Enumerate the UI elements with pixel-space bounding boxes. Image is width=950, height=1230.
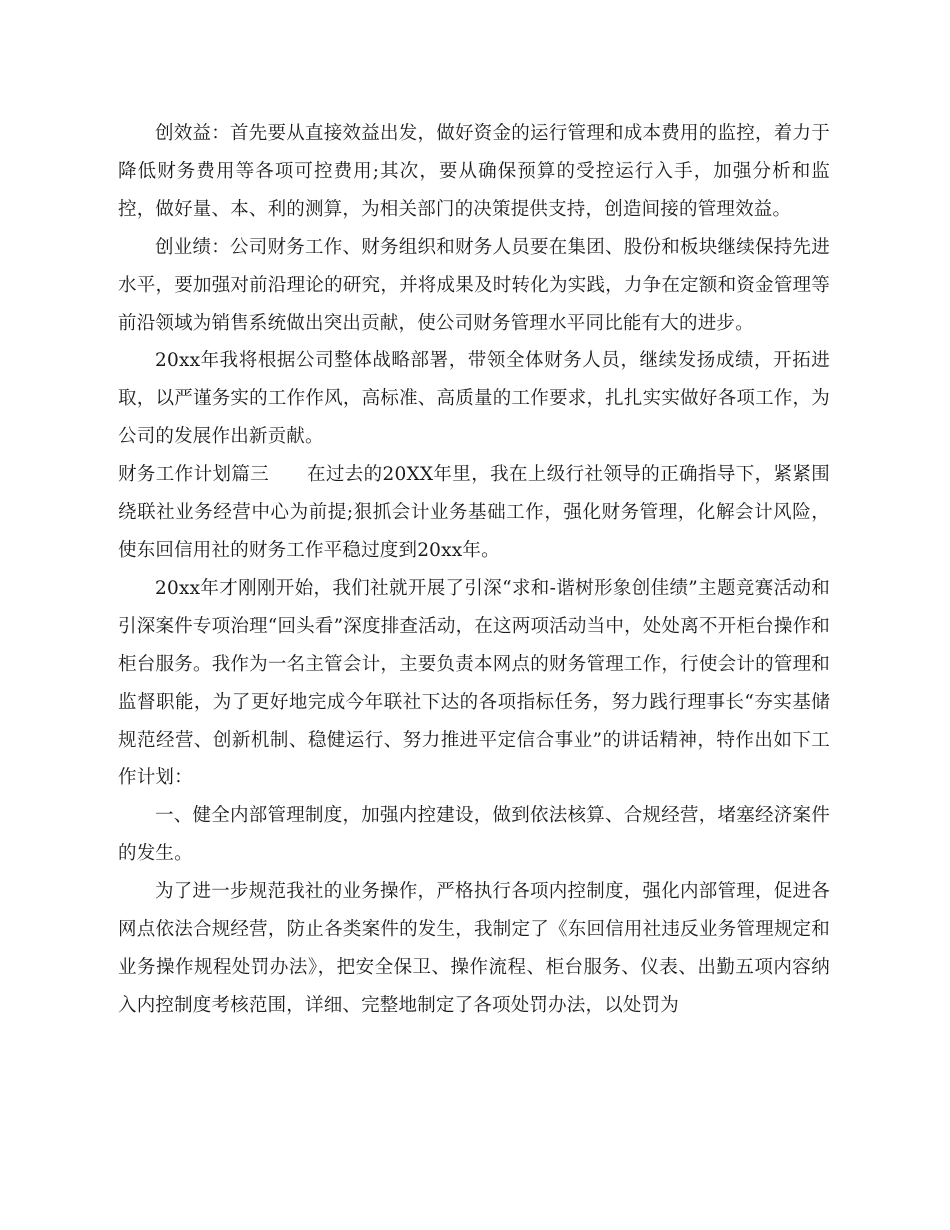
paragraph-section-one-heading: 一、健全内部管理制度，加强内控建设，做到依法核算、合规经营，堵塞经济案件的发生。 xyxy=(118,805,830,865)
paragraph-plan-part-three: 财务工作计划篇三 在过去的20XX年里，我在上级行社领导的正确指导下，紧紧围绕联社业务经营中心为前提;狠抓会计业务基础工作，强化财务管理，化解会计风险，使东回信用社的财务工作平稳过度到20xx年。 xyxy=(118,464,830,561)
paragraph-create-performance: 创业绩：公司财务工作、财务组织和财务人员要在集团、股份和板块继续保持先进水平，要加强对前沿理论的研究，并将成果及时转化为实践，力争在定额和资金管理等前沿领域为销售系统做出突出贡献，使公司财务管理水平同比能有大的进步。 xyxy=(118,236,830,334)
paragraph-activities: 20xx年才刚刚开始，我们社就开展了引深“求和-谐树形象创佳绩”主题竞赛活动和引深案件专项治理“回头看”深度排查活动，在这两项活动当中，处处离不开柜台操作和柜台服务。我作为一名主管会计，主要负责本网点的财务管理工作，行使会计的管理和监督职能，为了更好地完成今年联社下达的各项指标任务，努力践行理事长“夯实基储规范经营、创新机制、稳健运行、努力推进平定信合事业”的讲话精神，特作出如下工作计划： xyxy=(118,577,830,789)
paragraph-internal-control: 为了进一步规范我社的业务操作，严格执行各项内控制度，强化内部管理，促进各网点依法合规经营，防止各类案件的发生，我制定了《东回信用社违反业务管理规定和业务操作规程处罚办法》，把安全保卫、操作流程、柜台服务、仪表、出勤五项内容纳入内控制度考核范围，详细、完整地制定了各项处罚办法，以处罚为 xyxy=(118,881,830,1016)
paragraph-annual-plan: 20xx年我将根据公司整体战略部署，带领全体财务人员，继续发扬成绩，开拓进取，以严谨务实的工作作风，高标准、高质量的工作要求，扎扎实实做好各项工作，为公司的发展作出新贡献。 xyxy=(118,350,830,448)
document-page xyxy=(118,115,830,1025)
paragraph-create-benefit: 创效益：首先要从直接效益出发，做好资金的运行管理和成本费用的监控，着力于降低财务费用等各项可控费用;其次，要从确保预算的受控运行入手，加强分析和监控，做好量、本、利的测算，为相关部门的决策提供支持，创造间接的管理效益。 xyxy=(118,123,830,220)
